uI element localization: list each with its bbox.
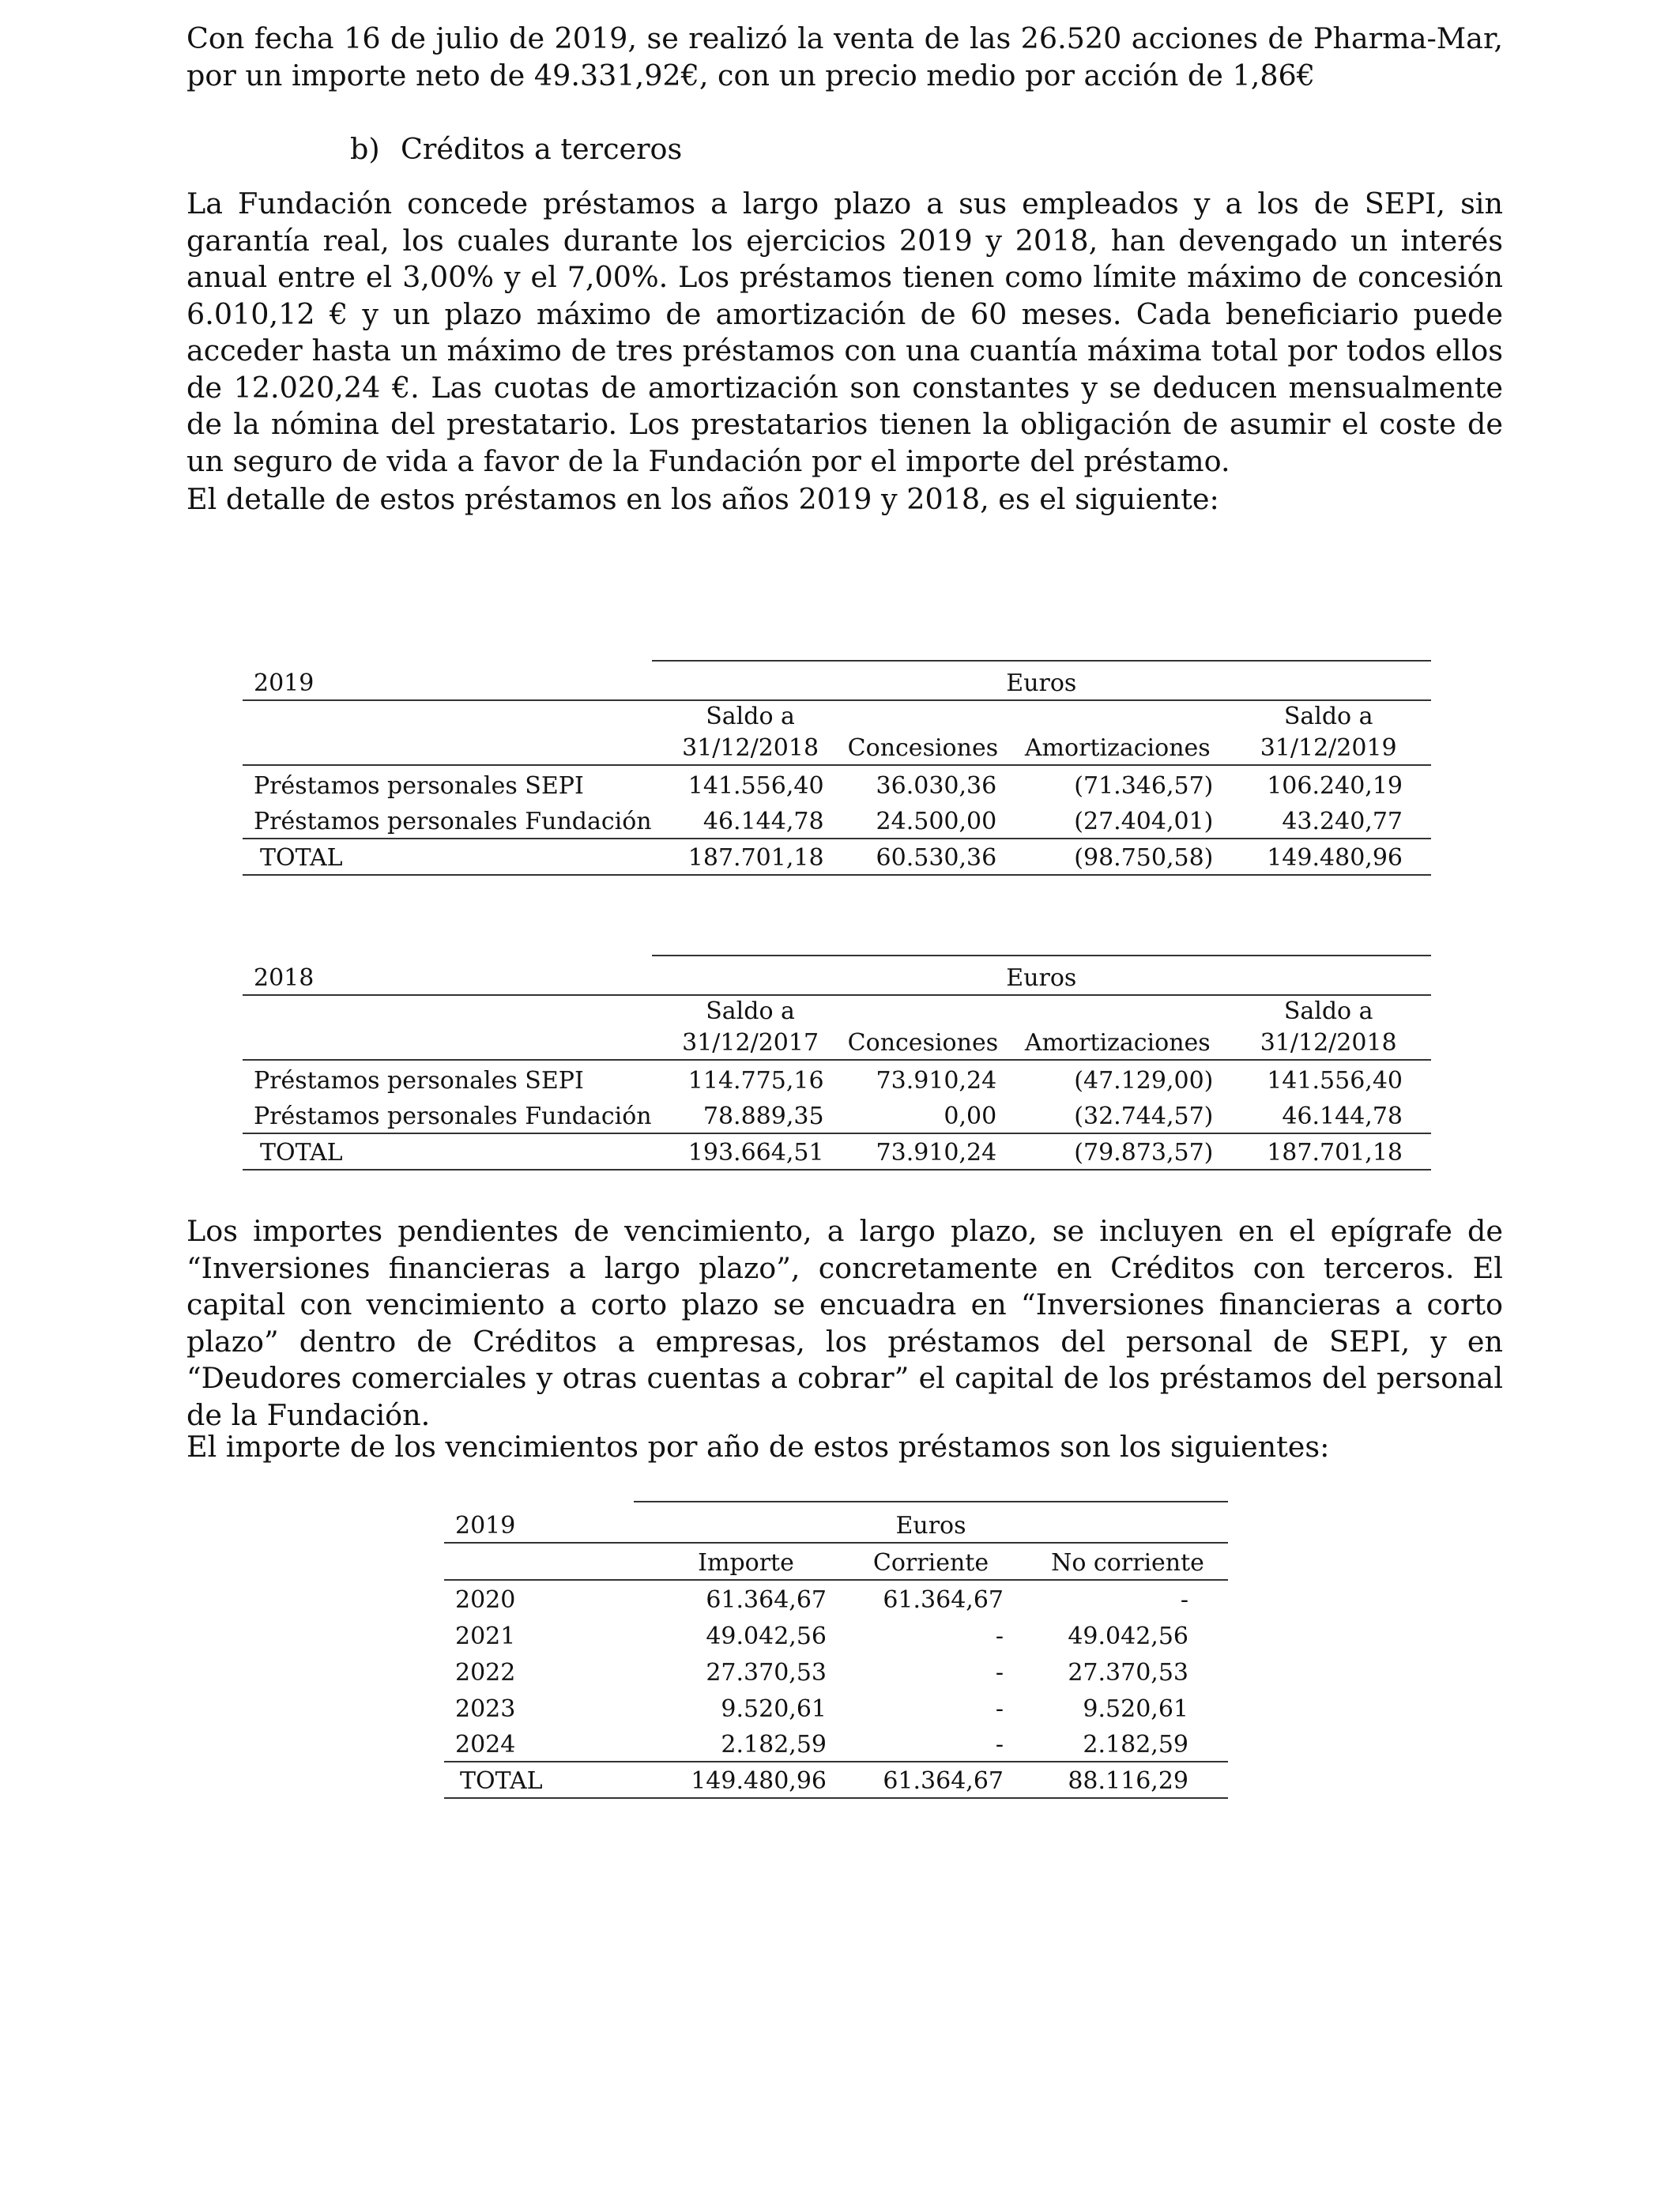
column-header: Importe — [634, 1543, 834, 1580]
maturities-intro-paragraph: El importe de los vencimientos por año de estos préstamos son los siguientes: — [186, 1430, 1330, 1464]
column-header: Saldo a — [706, 997, 795, 1025]
loans-table-2019 — [243, 660, 1431, 876]
total-row: TOTAL 149.480,96 61.364,67 88.116,29 — [444, 1762, 1228, 1798]
table-header-row — [243, 956, 1431, 995]
column-header: Concesiones — [837, 733, 1010, 765]
table-header-row — [243, 661, 1431, 700]
table-row: 2023 9.520,61 - 9.520,61 — [444, 1689, 1228, 1725]
currency-label: Euros — [634, 1502, 1228, 1543]
total-row: TOTAL 193.664,51 73.910,24 (79.873,57) 187.701,18 — [243, 1133, 1431, 1170]
row-label: 2024 — [444, 1725, 634, 1762]
section-heading-label: b) — [350, 132, 380, 166]
table-year-label: 2019 — [444, 1502, 634, 1543]
loans-description-paragraph: La Fundación concede préstamos a largo plazo a sus empleados y a los de SEPI, sin garantía real, los cuales durante los ejercicios 2019 y 2018, han devengado un interés anual entre el 3,00% y el 7,00%. Los préstamos tienen como límite máximo de concesión 6.010,12 € y un plazo máximo de amortización de 60 meses. Cada beneficiario puede acceder hasta un máximo de tres préstamos con una cuantía máxima total por todos ellos de 12.020,24 €. Las cuotas de amortización son constantes y se deducen mensualmente de la nómina del prestatario. Los prestatarios tienen la obligación de asumir el coste de un seguro de vida a favor de la Fundación por el importe del préstamo. — [186, 187, 1503, 478]
row-label: 2023 — [455, 1695, 516, 1723]
row-label: 2021 — [455, 1623, 516, 1650]
column-header: 31/12/2018 — [652, 733, 837, 765]
table-row: Préstamos personales Fundación 46.144,78 24.500,00 (27.404,01) 43.240,77 — [243, 802, 1431, 839]
table-row: 2021 49.042,56 - 49.042,56 — [444, 1616, 1228, 1653]
intro-paragraph: Con fecha 16 de julio de 2019, se realizó la venta de las 26.520 acciones de Pharma-Mar, por un importe neto de 49.331,92€, con un precio medio por acción de 1,86€ — [186, 21, 1503, 92]
section-heading-text: Créditos a terceros — [401, 132, 683, 166]
table-row: Préstamos personales SEPI 141.556,40 36.030,36 (71.346,57) 106.240,19 — [243, 765, 1431, 802]
total-label: TOTAL — [243, 839, 652, 875]
column-header: 31/12/2018 — [1226, 1027, 1431, 1060]
total-label: TOTAL — [444, 1762, 634, 1798]
table-header-row — [444, 1502, 1228, 1543]
currency-label: Euros — [652, 661, 1431, 700]
column-header: 31/12/2017 — [652, 1027, 837, 1060]
table-row: 2024 2.182,59 - 2.182,59 — [444, 1725, 1228, 1762]
row-label: 2022 — [455, 1659, 516, 1687]
section-heading — [350, 131, 682, 168]
table-row: Préstamos personales SEPI 114.775,16 73.910,24 (47.129,00) 141.556,40 — [243, 1060, 1431, 1097]
table-year-label: 2018 — [243, 956, 652, 995]
table-row: 2020 61.364,67 61.364,67 - — [444, 1580, 1228, 1616]
column-header: Saldo a — [1283, 703, 1373, 730]
column-header: Concesiones — [837, 1027, 1010, 1060]
column-header: Corriente — [834, 1543, 1027, 1580]
total-label: TOTAL — [243, 1133, 652, 1170]
currency-label: Euros — [652, 956, 1431, 995]
row-label: Préstamos personales SEPI — [254, 1067, 584, 1095]
column-header: Saldo a — [706, 703, 795, 730]
loans-table-2018 — [243, 955, 1431, 1171]
total-row: TOTAL 187.701,18 60.530,36 (98.750,58) 149.480,96 — [243, 839, 1431, 875]
table-year-label: 2019 — [243, 661, 652, 700]
row-label: Préstamos personales Fundación — [243, 1097, 652, 1133]
column-header: No corriente — [1027, 1543, 1228, 1580]
column-header: 31/12/2019 — [1226, 733, 1431, 765]
column-header: Saldo a — [1283, 997, 1373, 1025]
table-row: 2022 27.370,53 - 27.370,53 — [444, 1653, 1228, 1689]
classification-paragraph: Los importes pendientes de vencimiento, a largo plazo, se incluyen en el epígrafe de “Inversiones financieras a largo plazo”, concretamente en Créditos con terceros. El capital con vencimiento a corto plazo se encuadra en “Inversiones financieras a corto plazo” dentro de Créditos a empresas, los préstamos del personal de SEPI, y en “Deudores comerciales y otras cuentas a cobrar” el capital de los préstamos del personal de la Fundación. — [186, 1214, 1503, 1432]
row-label: Préstamos personales Fundación — [243, 802, 652, 839]
column-header: Amortizaciones — [1009, 733, 1226, 765]
column-header: Amortizaciones — [1009, 1027, 1226, 1060]
loans-detail-intro-paragraph: El detalle de estos préstamos en los años 2019 y 2018, es el siguiente: — [186, 482, 1219, 516]
table-row: Préstamos personales Fundación 78.889,35 0,00 (32.744,57) 46.144,78 — [243, 1097, 1431, 1133]
maturities-table — [444, 1501, 1228, 1799]
row-label: 2020 — [455, 1586, 516, 1614]
row-label: Préstamos personales SEPI — [254, 772, 584, 800]
